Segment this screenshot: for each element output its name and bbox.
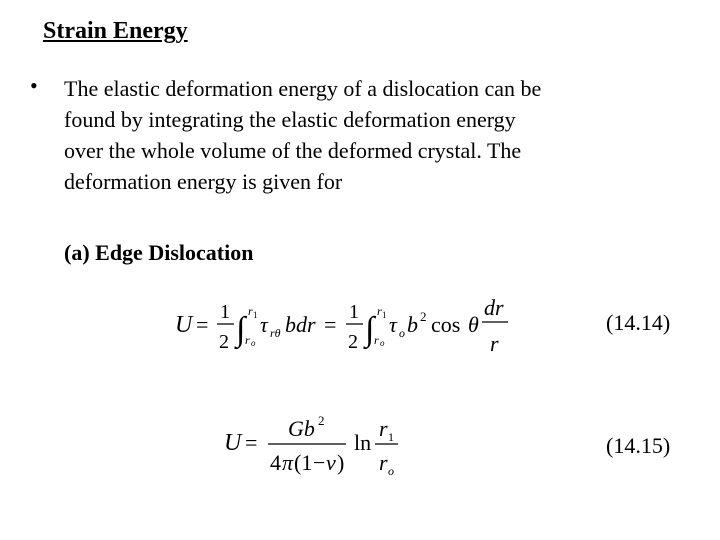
svg-text:2: 2 <box>219 331 229 353</box>
svg-text:o: o <box>251 338 256 348</box>
svg-text:π: π <box>282 450 294 475</box>
svg-text:1: 1 <box>220 301 230 323</box>
svg-text:r: r <box>248 304 253 318</box>
svg-text:r: r <box>374 333 379 347</box>
bullet-line-2: found by integrating the elastic deformation energy <box>64 107 516 132</box>
svg-text:o: o <box>399 326 405 340</box>
svg-text:4: 4 <box>270 450 281 475</box>
svg-text:r: r <box>379 416 388 441</box>
svg-text:o: o <box>388 464 394 478</box>
svg-text:U: U <box>175 312 193 338</box>
svg-text:Gb: Gb <box>288 416 315 441</box>
svg-text:rθ: rθ <box>270 326 281 340</box>
svg-text:−: − <box>313 450 326 475</box>
svg-text:2: 2 <box>420 309 427 324</box>
bullet-text <box>64 73 541 197</box>
equation-14-15 <box>222 408 412 484</box>
svg-text:τ: τ <box>389 312 397 337</box>
svg-text:1: 1 <box>388 430 394 444</box>
bullet-line-1: The elastic deformation energy of a dislocation can be <box>64 76 542 101</box>
subheading-edge-dislocation: (a) Edge Dislocation <box>64 240 254 265</box>
svg-text:1: 1 <box>382 310 387 320</box>
equation-14-14 <box>172 290 522 362</box>
svg-text:r: r <box>490 331 499 356</box>
svg-text:r: r <box>379 450 388 475</box>
svg-text:∫: ∫ <box>236 311 246 348</box>
bullet-dot: • <box>30 73 38 98</box>
svg-text:=: = <box>245 430 258 455</box>
svg-text:=: = <box>324 312 337 337</box>
svg-text:2: 2 <box>348 331 358 353</box>
bullet-line-3: over the whole volume of the deformed crystal. The <box>64 138 522 163</box>
svg-text:∫: ∫ <box>365 311 375 348</box>
svg-text:r: r <box>245 333 250 347</box>
svg-text:U: U <box>224 430 242 456</box>
svg-text:=: = <box>196 312 209 337</box>
svg-text:dr: dr <box>484 295 504 320</box>
bullet-line-4: deformation energy is given for <box>64 169 343 194</box>
equation-number-14-15: (14.15) <box>606 433 671 458</box>
svg-text:2: 2 <box>318 413 325 428</box>
svg-text:ln: ln <box>354 430 372 455</box>
svg-text:): ) <box>337 450 345 475</box>
page-title: Strain Energy <box>43 18 188 44</box>
svg-text:1: 1 <box>253 310 258 320</box>
svg-text:ν: ν <box>326 450 336 475</box>
svg-text:1: 1 <box>349 301 359 323</box>
svg-text:cos: cos <box>431 312 461 337</box>
svg-text:τ: τ <box>260 312 268 337</box>
svg-text:o: o <box>380 338 385 348</box>
svg-text:r: r <box>377 304 382 318</box>
svg-text:b: b <box>407 312 418 337</box>
svg-text:θ: θ <box>468 312 479 337</box>
equation-number-14-14: (14.14) <box>606 310 671 335</box>
svg-text:(1: (1 <box>294 450 313 475</box>
svg-text:bdr: bdr <box>285 312 316 337</box>
